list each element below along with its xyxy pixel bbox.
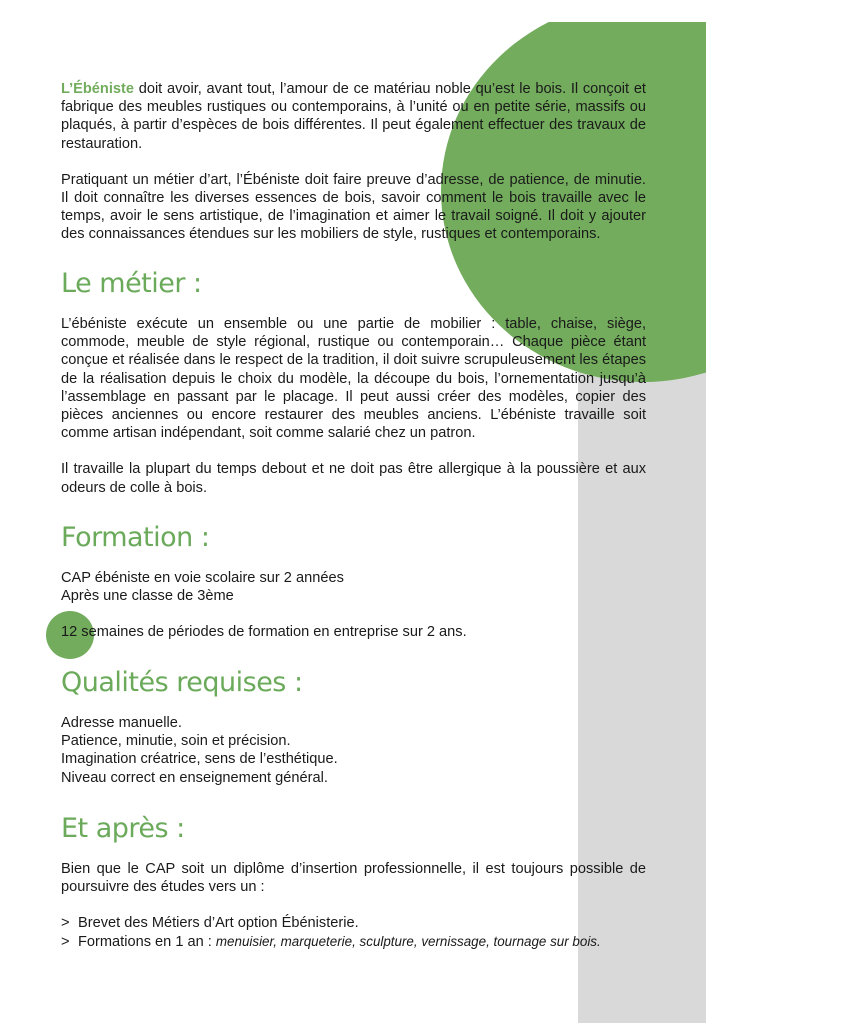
intro-section	[61, 80, 646, 244]
section-title-qualites: Qualités requises :	[61, 667, 303, 698]
intro-paragraph-1: L’Ébéniste doit avoir, avant tout, l’amour de ce matériau noble qu’est le bois. Il conçoit et fabrique des meubles rustiques ou contemporains, à l’unité ou en petite série, massifs ou plaqués, à partir d’espèces de bois différentes. Il peut également effectuer des travaux de restauration.	[61, 81, 646, 152]
formation-options: menuisier, marqueterie, sculpture, vernissage, tournage sur bois.	[215, 933, 601, 949]
bullet-arrow-icon: >	[61, 915, 70, 932]
formation-line: Après une classe de 3ème	[61, 588, 234, 605]
formation-note: 12 semaines de périodes de formation en entreprise sur 2 ans.	[61, 624, 467, 641]
bullet-arrow-icon: >	[61, 933, 70, 950]
apres-section	[61, 813, 646, 951]
intro-paragraph-2: Pratiquant un métier d’art, l’Ébéniste doit faire preuve d’adresse, de patience, de minutie. Il doit connaître les diverses essences de bois, savoir comment le bois travaille avec le temps, avoir le sens artistique, de l’imagination et aimer le travail soigné. Il doit y ajouter des connaissances étendues sur les mobiliers de style, rustiques et contemporains.	[61, 171, 646, 243]
section-title-formation: Formation :	[61, 522, 210, 553]
metier-section	[61, 268, 646, 497]
intro-lead-word: L’Ébéniste	[61, 81, 134, 97]
metier-paragraph-1: L’ébéniste exécute un ensemble ou une partie de mobilier : table, chaise, siège, commode, meuble de style régional, rustique ou contemporain… Chaque pièce étant conçue et réalisée dans le respect de la tradition, il doit suivre scrupuleusement les étapes de la réalisation depuis le choix du modèle, la découpe du bois, l’ornementation jusqu’à l’assemblage en passant par le placage. Il peut aussi créer des modèles, copier des pièces anciennes ou encore restaurer des meubles anciens. L’ébéniste travaille soit comme artisan indépendant, soit comme salarié chez un patron.	[61, 316, 646, 442]
formation-section	[61, 522, 646, 642]
qualites-section	[61, 667, 646, 787]
section-title-metier: Le métier :	[61, 268, 202, 299]
formation-line: CAP ébéniste en voie scolaire sur 2 années	[61, 570, 344, 586]
qualite-item: Adresse manuelle.	[61, 715, 182, 731]
apres-bullet-item: > Formations en 1 an : menuisier, marqueterie, sculpture, vernissage, tournage sur bois.	[61, 933, 601, 950]
apres-intro: Bien que le CAP soit un diplôme d’insertion professionnelle, il est toujours possible de poursuivre des études vers un :	[61, 861, 646, 896]
section-title-apres: Et après :	[61, 813, 185, 844]
apres-bullet-item: > Brevet des Métiers d’Art option Ébénisterie.	[61, 915, 359, 932]
qualite-item: Patience, minutie, soin et précision.	[61, 733, 291, 750]
metier-paragraph-2: Il travaille la plupart du temps debout et ne doit pas être allergique à la poussière et aux odeurs de colle à bois.	[61, 461, 646, 496]
qualite-item: Imagination créatrice, sens de l’esthétique.	[61, 751, 338, 768]
qualite-item: Niveau correct en enseignement général.	[61, 769, 328, 786]
